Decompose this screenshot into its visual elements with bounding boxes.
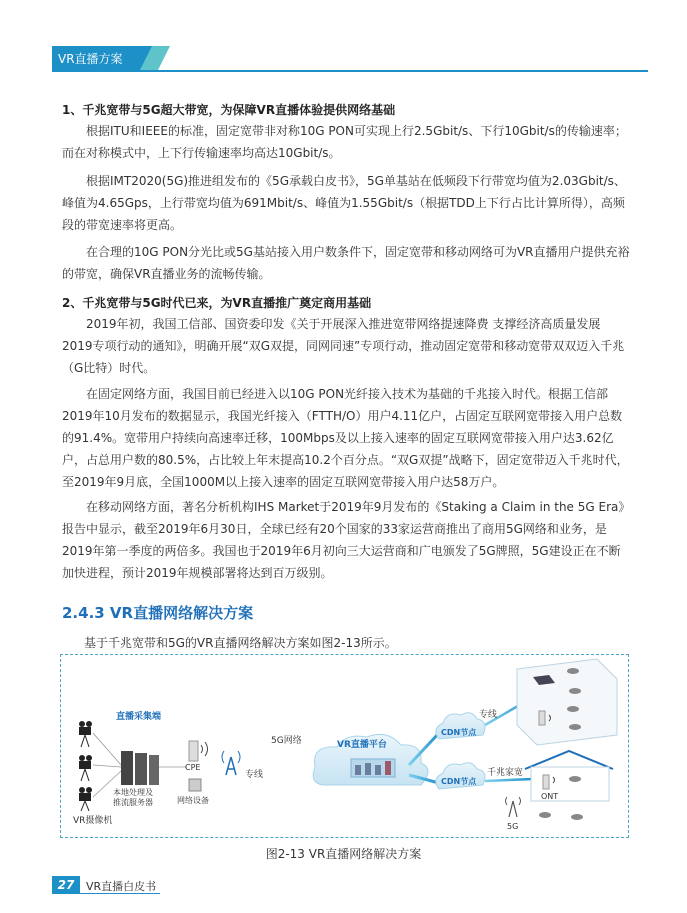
camera-icon (79, 755, 92, 781)
running-title: VR直播方案 (58, 52, 123, 66)
cdn-top-label: CDN节点 (441, 728, 477, 737)
base-station-icon (506, 797, 521, 817)
capture-label: 直播采集端 (116, 712, 162, 722)
ont-label: ONT (541, 792, 559, 801)
bs-label: 5G (507, 822, 519, 831)
headset-icon (539, 812, 583, 820)
page-number: 27 (52, 876, 80, 894)
server-icon (121, 751, 159, 785)
figure-frame (60, 654, 629, 838)
figure-intro: 基于千兆宽带和5G的VR直播网络解决方案如图2-13所示。 (84, 636, 397, 650)
paragraph: 根据ITU和IEEE的标准，固定宽带非对称10G PON可实现上行2.5Gbit/s、下行10Gbit/s的传输速率；而在对称模式中，上下行传输速率均高达10Gbit/s。 (62, 124, 627, 160)
cdn-bottom-label: CDN节点 (441, 777, 477, 786)
section-title: 2.4.3 VR直播网络解决方案 (62, 604, 254, 622)
heading-1: 1、千兆宽带与5G超大带宽，为保障VR直播体验提供网络基础 (62, 103, 396, 117)
paragraph: 根据IMT2020(5G)推进组发布的《5G承载白皮书》，5G单基站在低频段下行带宽均值为2.03Gbit/s、峰值为4.65Gps，上行带宽均值为691Mbit/s、峰值为1.55Gbit/s（根据TDD上下行占比计算所得），高频段的带宽速率将更高。 (62, 174, 626, 232)
venue-icon (517, 659, 617, 745)
camera-icon (79, 787, 92, 811)
heading-2: 2、千兆宽带与5G时代已来，为VR直播推广奠定商用基础 (62, 296, 372, 310)
header-rule (52, 70, 648, 72)
right-fiber-label: 专线 (479, 710, 498, 720)
home-icon (525, 751, 613, 801)
book-title: VR直播白皮书 (86, 880, 157, 893)
server-label: 本地处理及推流服务器 (113, 788, 153, 807)
paragraph: 2019年初，我国工信部、国资委印发《关于开展深入推进宽带网络提速降费 支撑经济高质量发展2019专项行动的通知》，明确开展“双G双提，同网同速”专项行动，推动固定宽带和移动宽带双双迈入千兆（G比特）时代。 (62, 317, 625, 375)
figure-caption: 图2-13 VR直播网络解决方案 (265, 847, 422, 861)
network-diagram (61, 655, 628, 837)
camera-label: VR摄像机 (73, 816, 113, 826)
gigabit-home-label: 千兆家宽 (487, 768, 524, 778)
platform-label: VR直播平台 (337, 740, 387, 750)
link-fiber-label: 专线 (245, 770, 264, 780)
cpe-icon (189, 741, 208, 761)
footer-rule (80, 893, 160, 894)
paragraph: 在固定网络方面，我国目前已经进入以10G PON光纤接入技术为基础的千兆接入时代。根据工信部2019年10月发布的数据显示，我国光纤接入（FTTH/O）用户4.11亿户，占固定互联网宽带接入用户总数的91.4%。宽带用户持续向高速率迁移，100Mbps及以上接入速率的固定互联网宽带接入用户达3.62亿户，占总用户数的80.5%，占比较上年末提高10.2个百分点。“双G双提”战略下，固定宽带迈入千兆时代，至2019年9月底，全国1000M以上接入速率的固定互联网宽带接入用户达58万户。 (62, 387, 629, 489)
cpe-label: CPE (185, 763, 201, 772)
network-device-label: 网络设备 (177, 796, 209, 805)
camera-icon (79, 721, 92, 747)
base-station-icon (222, 751, 240, 775)
link-5g-label: 5G网络 (271, 736, 302, 746)
paragraph: 在合理的10G PON分光比或5G基站接入用户数条件下，固定宽带和移动网络可为VR直播用户提供充裕的带宽，确保VR直播业务的流畅传输。 (62, 245, 630, 281)
router-icon (189, 779, 201, 791)
paragraph: 在移动网络方面，著名分析机构IHS Market于2019年9月发布的《Staking a Claim in the 5G Era》报告中显示，截至2019年6月30日，全球已经有20个国家的33家运营商推出了商用5G网络和业务，是2019年第一季度的两倍多。我国也于2019年6月初向三大运营商和广电颁发了5G牌照，5G建设正在不断加快进程，预计2019年规模部署将达到百万级别。 (62, 500, 625, 580)
